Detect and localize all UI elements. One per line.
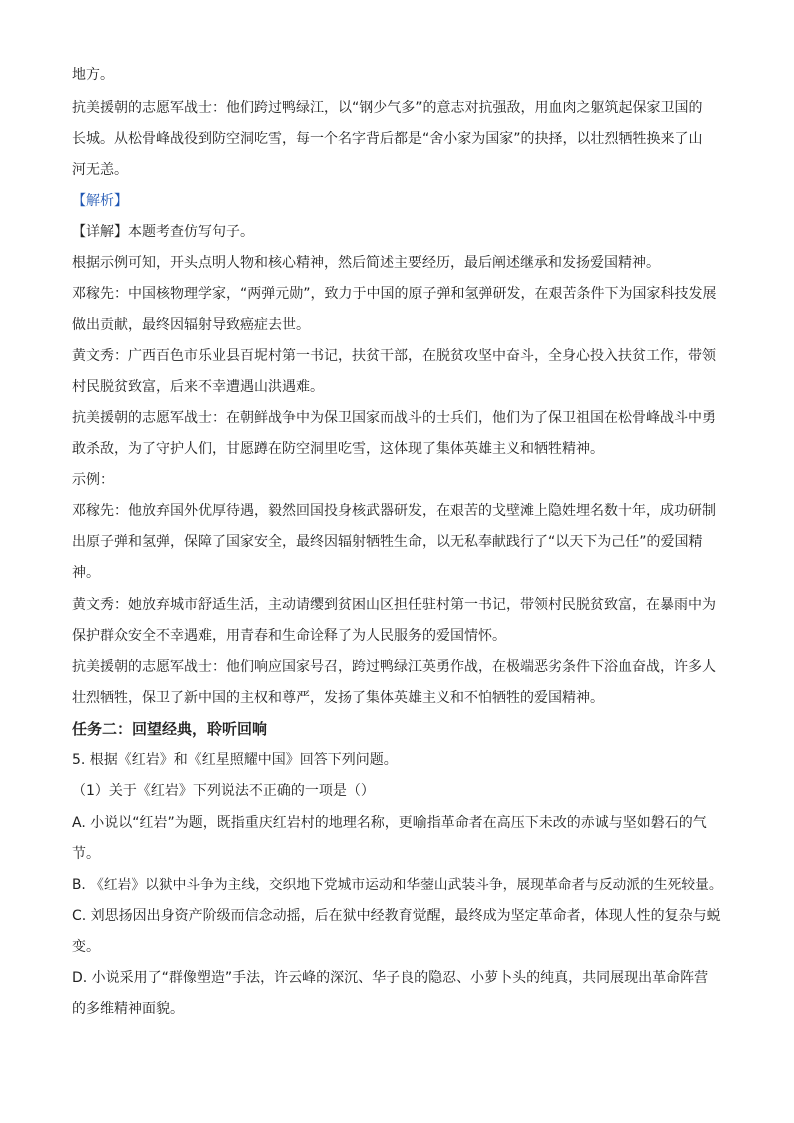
option-line: A. 小说以“红岩”为题，既指重庆红岩村的地理名称，更喻指革命者在高压下未改的赤诚与坚如磐石的气 bbox=[72, 815, 707, 831]
text-line: 抗美援朝的志愿军战士：他们跨过鸭绿江，以“钢少气多”的意志对抗强敌，用血肉之躯筑起保家卫国的 bbox=[72, 100, 703, 116]
text-line: 示例： bbox=[72, 472, 114, 488]
option-line: 的多维精神面貌。 bbox=[72, 1001, 184, 1017]
option-line: D. 小说采用了“群像塑造”手法，许云峰的深沉、华子良的隐忍、小萝卜头的纯真，共同展现出革命阵营 bbox=[72, 970, 709, 986]
text-line: 黄文秀：广西百色市乐业县百坭村第一书记，扶贫干部，在脱贫攻坚中奋斗，全身心投入扶贫工作，带领 bbox=[72, 348, 716, 364]
text-line: 保护群众安全不幸遇难，用青春和生命诠释了为人民服务的爱国情怀。 bbox=[72, 628, 506, 644]
text-line: 神。 bbox=[72, 565, 100, 581]
text-line: 敢杀敌，为了守护人们，甘愿蹲在防空洞里吃雪，这体现了集体英雄主义和牺牲精神。 bbox=[72, 441, 604, 457]
analysis-tag: 【解析】 bbox=[72, 193, 128, 209]
text-line: 做出贡献，最终因辐射导致癌症去世。 bbox=[72, 317, 310, 333]
detail-line: 【详解】本题考查仿写句子。 bbox=[72, 224, 254, 240]
text-line: 邓稼先：中国核物理学家，“两弹元勋”，致力于中国的原子弹和氢弹研发，在艰苦条件下为国家科技发展 bbox=[72, 286, 717, 302]
text-line: 出原子弹和氢弹，保障了国家安全，最终因辐射牺牲生命，以无私奉献践行了“以天下为己任”的爱国精 bbox=[72, 534, 703, 550]
option-line: B. 《红岩》以狱中斗争为主线，交织地下党城市运动和华蓥山武装斗争，展现革命者与反动派的生死较量。 bbox=[72, 877, 723, 893]
option-line: 节。 bbox=[72, 846, 100, 862]
text-line: 河无恙。 bbox=[72, 162, 128, 178]
text-line: 村民脱贫致富，后来不幸遭遇山洪遇难。 bbox=[72, 379, 324, 395]
text-line: 抗美援朝的志愿军战士：他们响应国家号召，跨过鸭绿江英勇作战，在极端恶劣条件下浴血奋战，许多人 bbox=[72, 659, 716, 675]
text-line: 长城。从松骨峰战役到防空洞吃雪，每一个名字背后都是“舍小家为国家”的抉择，以壮烈牺牲换来了山 bbox=[72, 131, 703, 147]
question-line: （1）关于《红岩》下列说法不正确的一项是（） bbox=[72, 783, 375, 799]
option-line: C. 刘思扬因出身资产阶级而信念动摇，后在狱中经教育觉醒，最终成为坚定革命者，体现人性的复杂与蜕 bbox=[72, 908, 721, 924]
text-line: 壮烈牺牲，保卫了新中国的主权和尊严，发扬了集体英雄主义和不怕牺牲的爱国精神。 bbox=[72, 690, 604, 706]
text-line: 根据示例可知，开头点明人物和核心精神，然后简述主要经历，最后阐述继承和发扬爱国精神。 bbox=[72, 255, 660, 271]
section-heading: 任务二：回望经典，聆听回响 bbox=[72, 720, 268, 738]
text-line: 抗美援朝的志愿军战士：在朝鲜战争中为保卫国家而战斗的士兵们，他们为了保卫祖国在松骨峰战斗中勇 bbox=[72, 410, 716, 426]
text-line: 黄文秀：她放弃城市舒适生活，主动请缨到贫困山区担任驻村第一书记，带领村民脱贫致富，在暴雨中为 bbox=[72, 597, 716, 613]
option-line: 变。 bbox=[72, 939, 100, 955]
question-line: 5. 根据《红岩》和《红星照耀中国》回答下列问题。 bbox=[72, 752, 398, 768]
text-line: 邓稼先：他放弃国外优厚待遇，毅然回国投身核武器研发，在艰苦的戈壁滩上隐姓埋名数十年，成功研制 bbox=[72, 503, 716, 519]
text-line: 地方。 bbox=[72, 67, 114, 83]
